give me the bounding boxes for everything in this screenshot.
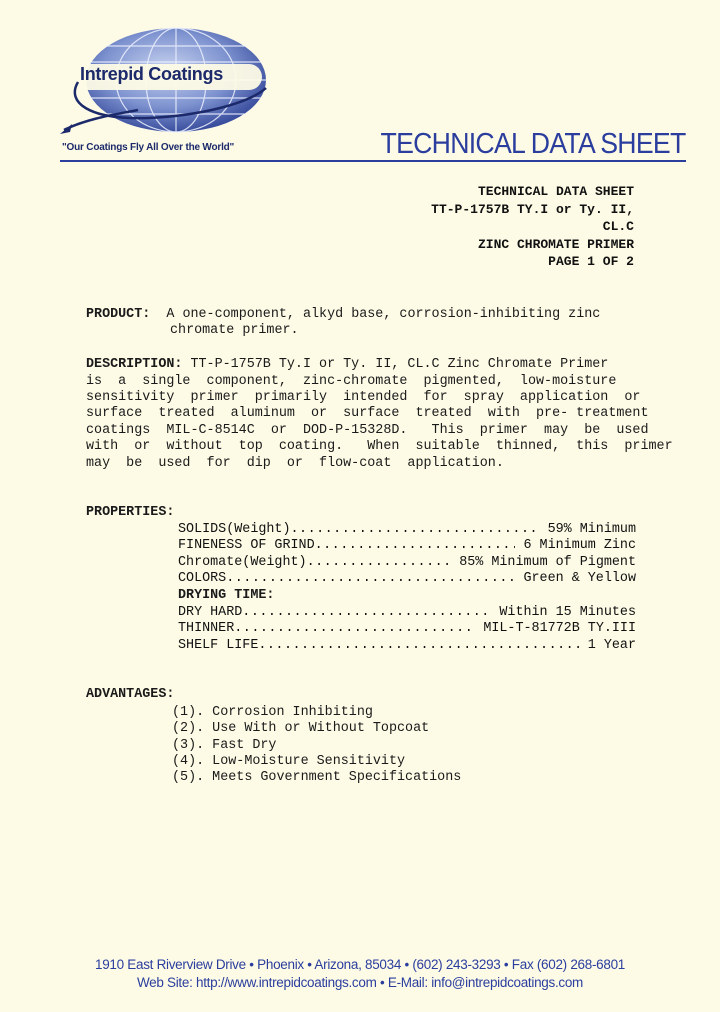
product-section <box>86 307 600 324</box>
description-text: sensitivity primer primarily intended for spray application or <box>86 390 641 405</box>
header-line: TT-P-1757B TY.I or Ty. II, <box>431 201 634 217</box>
property-name: SOLIDS(Weight) <box>178 522 291 537</box>
property-value: Within 15 Minutes <box>491 605 636 620</box>
footer-address: 1910 East Riverview Drive • Phoenix • Arizona, 85034 • (602) 243-3293 • Fax (602) 268-6801 <box>95 957 625 972</box>
description-text: may be used for dip or flow-coat application. <box>86 456 504 471</box>
property-value: MIL-T-81772B TY.III <box>475 621 636 636</box>
description-text: surface treated aluminum or surface treated with pre- treatment <box>86 406 649 421</box>
banner-title: TECHNICAL DATA SHEET <box>380 128 686 160</box>
document-header <box>431 183 634 271</box>
description-text: coatings MIL-C-8514C or DOD-P-15328D. This primer may be used <box>86 423 649 438</box>
property-value: 85% Minimum of Pigment <box>451 555 636 570</box>
property-name: SHELF LIFE <box>178 638 259 653</box>
property-name: DRY HARD <box>178 605 243 620</box>
description-section <box>86 357 608 374</box>
property-name: COLORS <box>178 571 227 586</box>
property-name: FINENESS OF GRIND <box>178 538 315 553</box>
header-line: TECHNICAL DATA SHEET <box>477 184 634 199</box>
property-value: 6 Minimum Zinc <box>515 538 636 553</box>
banner-rule <box>60 160 686 162</box>
property-name: Chromate(Weight) <box>178 555 307 570</box>
drying-time-label: DRYING TIME: <box>178 588 275 603</box>
property-value: Green & Yellow <box>515 571 636 586</box>
logo-tagline: "Our Coatings Fly All Over the World" <box>62 142 235 153</box>
property-row <box>178 605 636 622</box>
properties-label: PROPERTIES: <box>86 505 175 520</box>
advantages-label: ADVANTAGES: <box>86 687 175 702</box>
property-value: 1 Year <box>579 638 636 653</box>
advantage-item: (4). Low-Moisture Sensitivity <box>172 754 406 769</box>
header-line: ZINC CHROMATE PRIMER <box>477 236 634 252</box>
product-text: chromate primer. <box>170 323 299 338</box>
property-row <box>178 621 636 638</box>
product-label: PRODUCT: <box>86 307 151 322</box>
product-text: A one-component, alkyd base, corrosion-inhibiting zinc <box>150 307 601 322</box>
property-row <box>178 555 636 572</box>
property-row <box>178 522 636 539</box>
property-row <box>178 538 636 555</box>
logo-wordmark: Intrepid Coatings <box>80 64 223 84</box>
property-value: 59% Minimum <box>539 522 636 537</box>
footer-web: Web Site: http://www.intrepidcoatings.com • E-Mail: info@intrepidcoatings.com <box>136 975 584 990</box>
advantage-item: (2). Use With or Without Topcoat <box>172 721 430 736</box>
property-row <box>178 571 636 588</box>
header-line: CL.C <box>602 219 634 235</box>
description-text: is a single component, zinc-chromate pigmented, low-moisture <box>86 374 617 389</box>
advantage-item: (1). Corrosion Inhibiting <box>172 705 373 720</box>
header-line: PAGE 1 OF 2 <box>548 254 634 270</box>
advantage-item: (3). Fast Dry <box>172 738 277 753</box>
advantage-item: (5). Meets Government Specifications <box>172 770 462 785</box>
description-label: DESCRIPTION: <box>86 357 183 372</box>
description-text: with or without top coating. When suitable thinned, this primer <box>86 439 673 454</box>
description-text: TT-P-1757B Ty.I or Ty. II, CL.C Zinc Chromate Primer <box>182 357 609 372</box>
property-name: THINNER <box>178 621 235 636</box>
property-row <box>178 638 636 655</box>
